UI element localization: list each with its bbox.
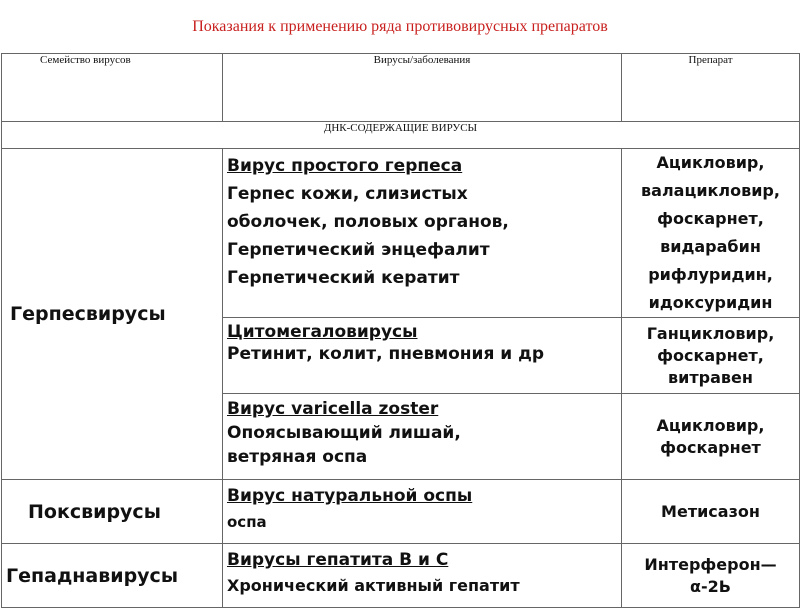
virus-cell [223,318,622,394]
table-row [2,480,800,544]
disease-line: Ретинит, колит, пневмония и др [227,344,545,364]
disease-line: оспа [227,513,267,531]
disease-line: Опоясывающий лишай, [227,423,461,443]
header-viruses: Вирусы/заболевания [223,54,622,122]
drug-line: Ганцикловир, [646,323,775,343]
drug-line: валацикловир, [641,181,780,200]
drug-line: идоксуридин [648,293,773,312]
table-row [2,544,800,608]
section-row [2,122,800,149]
header-row [2,54,800,122]
drug-cell [622,544,800,608]
virus-cell [223,149,622,318]
virus-cell [223,544,622,608]
header-family: Семейство вирусов [2,54,223,122]
page-title: Показания к применению ряда противовирусных препаратов [192,18,608,35]
drug-line: рифлуридин, [648,265,773,284]
virus-cell [223,394,622,480]
drug-line: фоскарнет, [657,345,764,365]
virus-name: Вирус простого герпеса [227,156,463,176]
drug-cell [622,394,800,480]
drug-line: α-2Ь [690,576,731,596]
disease-line: Герпес кожи, слизистых [227,184,468,204]
disease-line: оболочек, половых органов, [227,212,509,232]
drug-line: Интерферон— [644,554,777,574]
virus-cell [223,480,622,544]
drug-line: фоскарнет, [657,209,764,228]
disease-line: ветряная оспа [227,447,368,467]
header-drug: Препарат [622,54,800,122]
section-label: ДНК-СОДЕРЖАЩИЕ ВИРУСЫ [2,122,800,149]
drug-line: витравен [668,367,753,387]
drug-line: фоскарнет [660,437,761,457]
family-cell-hepadna: Гепаднавирусы [2,544,223,608]
drug-line: видарабин [660,237,761,256]
drug-cell [622,318,800,394]
table-row [2,149,800,318]
drug-line: Ацикловир, [656,153,765,172]
virus-name: Вирус натуральной оспы [227,486,473,506]
drug-line: Ацикловир, [656,415,765,435]
drug-cell [622,149,800,318]
family-cell-pox: Поксвирусы [2,480,223,544]
antiviral-table [1,53,800,608]
drug-cell [622,480,800,544]
virus-name: Цитомегаловирусы [227,322,418,342]
virus-name: Вирус varicella zoster [227,399,439,419]
disease-line: Хронический активный гепатит [227,576,520,595]
disease-line: Герпетический кератит [227,268,460,288]
drug-line: Метисазон [661,501,760,521]
family-cell-herpes: Герпесвирусы [2,149,223,480]
virus-name: Вирусы гепатита В и С [227,550,449,570]
disease-line: Герпетический энцефалит [227,240,490,260]
